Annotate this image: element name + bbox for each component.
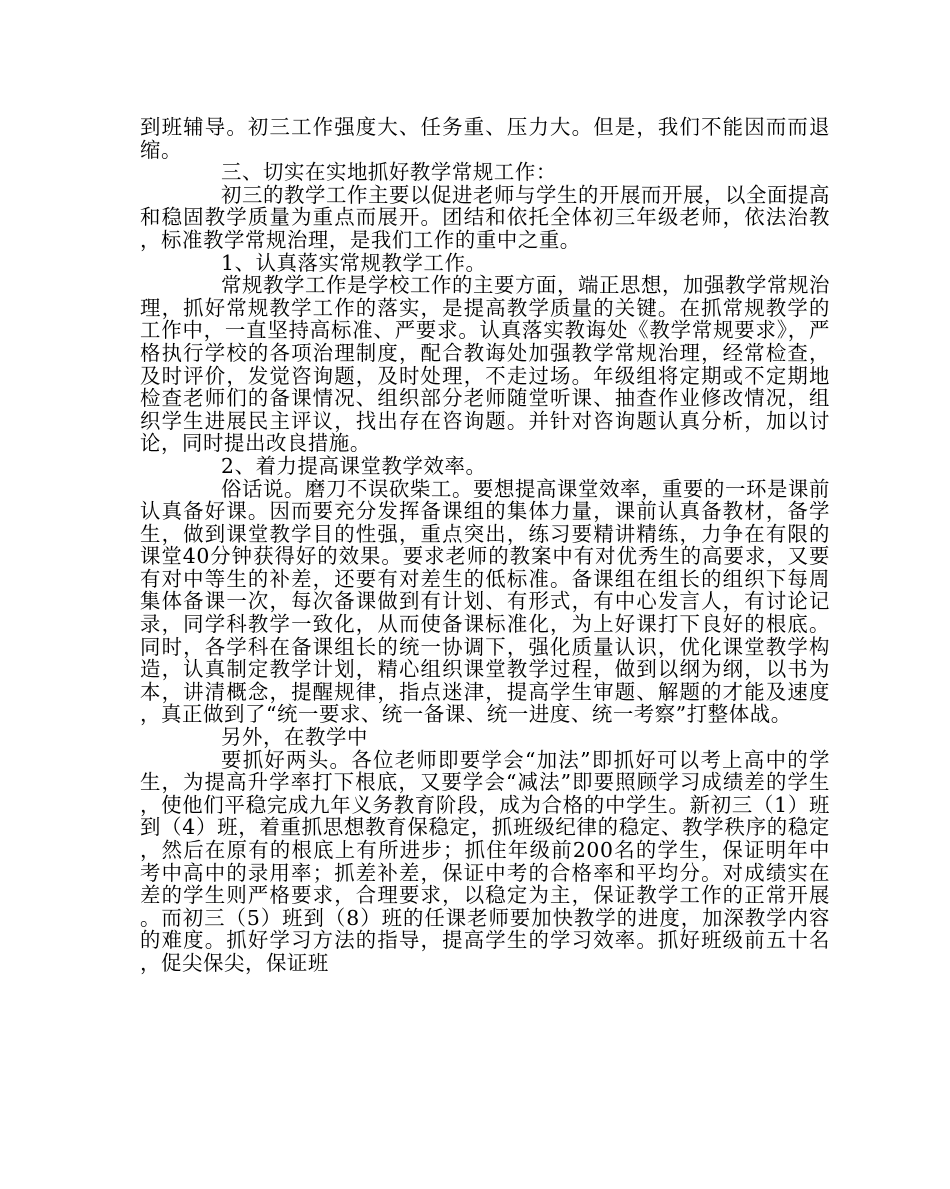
subheading-1: 1、认真落实常规教学工作。 [221, 250, 487, 275]
section-heading-3: 三、切实在实地抓好教学常规工作： [221, 160, 557, 185]
paragraph-continuation: 到班辅导。初三工作强度大、任务重、压力大。但是，我们不能因而而退缩。 [140, 115, 830, 162]
paragraph-additionally: 另外，在教学中 [221, 725, 368, 750]
paragraph-routine-teaching: 常规教学工作是学校工作的主要方面，端正思想，加强教学常规治理，抓好常规教学工作的落实，是提高教学质量的关键。在抓常规教学的工作中，一直坚持高标准、严要求。认真落实教诲处《教学常规要求》，严格执行学校的各项治理制度，配合教诲处加强教学常规治理，经常检查，及时评价，发觉咨询题，及时处理，不走过场。年级组将定期或不定期地检查老师们的备课情况、组织部分老师随堂听课、抽查作业修改情况，组织学生进展民主评议，找出存在咨询题。并针对咨询题认真分析，加以讨论，同时提出改良措施。 [140, 273, 830, 456]
paragraph-intro: 初三的教学工作主要以促进老师与学生的开展而开展，以全面提高和稳固教学质量为重点而展开。团结和依托全体初三年级老师，依法治教，标准教学常规治理，是我们工作的重中之重。 [140, 182, 830, 252]
document-body [140, 116, 830, 975]
subheading-2: 2、着力提高课堂教学效率。 [221, 453, 487, 478]
paragraph-classroom-efficiency: 俗话说。磨刀不误砍柴工。要想提高课堂效率，重要的一环是课前认真备好课。因而要充分发挥备课组的集体力量，课前认真备教材，备学生，做到课堂教学目的性强，重点突出，练习要精讲精练，力争在有限的课堂40分钟获得好的效果。要求老师的教案中有对优秀生的高要求，又要有对中等生的补差，还要有对差生的低标准。备课组在组长的组织下每周集体备课一次，每次备课做到有计划、有形式，有中心发言人，有讨论记录，同学科教学一致化，从而使备课标准化，为上好课打下良好的根底。同时，各学科在备课组长的统一协调下，强化质量认识，优化课堂教学构造，认真制定教学计划，精心组织课堂教学过程，做到以纲为纲，以书为本，讲清概念，提醒规律，指点迷津，提高学生审题、解题的才能及速度，真正做到了“统一要求、统一备课、统一进度、统一考察”打整体战。 [140, 476, 830, 727]
paragraph-two-ends: 要抓好两头。各位老师即要学会“加法”即抓好可以考上高中的学生，为提高升学率打下根底，又要学会“减法”即要照顾学习成绩差的学生，使他们平稳完成九年义务教育阶段，成为合格的中学生。新初三（1）班到（4）班，着重抓思想教育保稳定，抓班级纪律的稳定、教学秩序的稳定，然后在原有的根底上有所进步；抓住年级前200名的学生，保证明年中考中高中的录用率；抓差补差，保证中考的合格率和平均分。对成绩实在差的学生则严格要求，合理要求，以稳定为主，保证教学工作的正常开展。而初三（5）班到（8）班的任课老师要加快教学的进度，加深教学内容的难度。抓好学习方法的指导，提高学生的学习效率。抓好班级前五十名，促尖保尖，保证班 [140, 747, 830, 975]
